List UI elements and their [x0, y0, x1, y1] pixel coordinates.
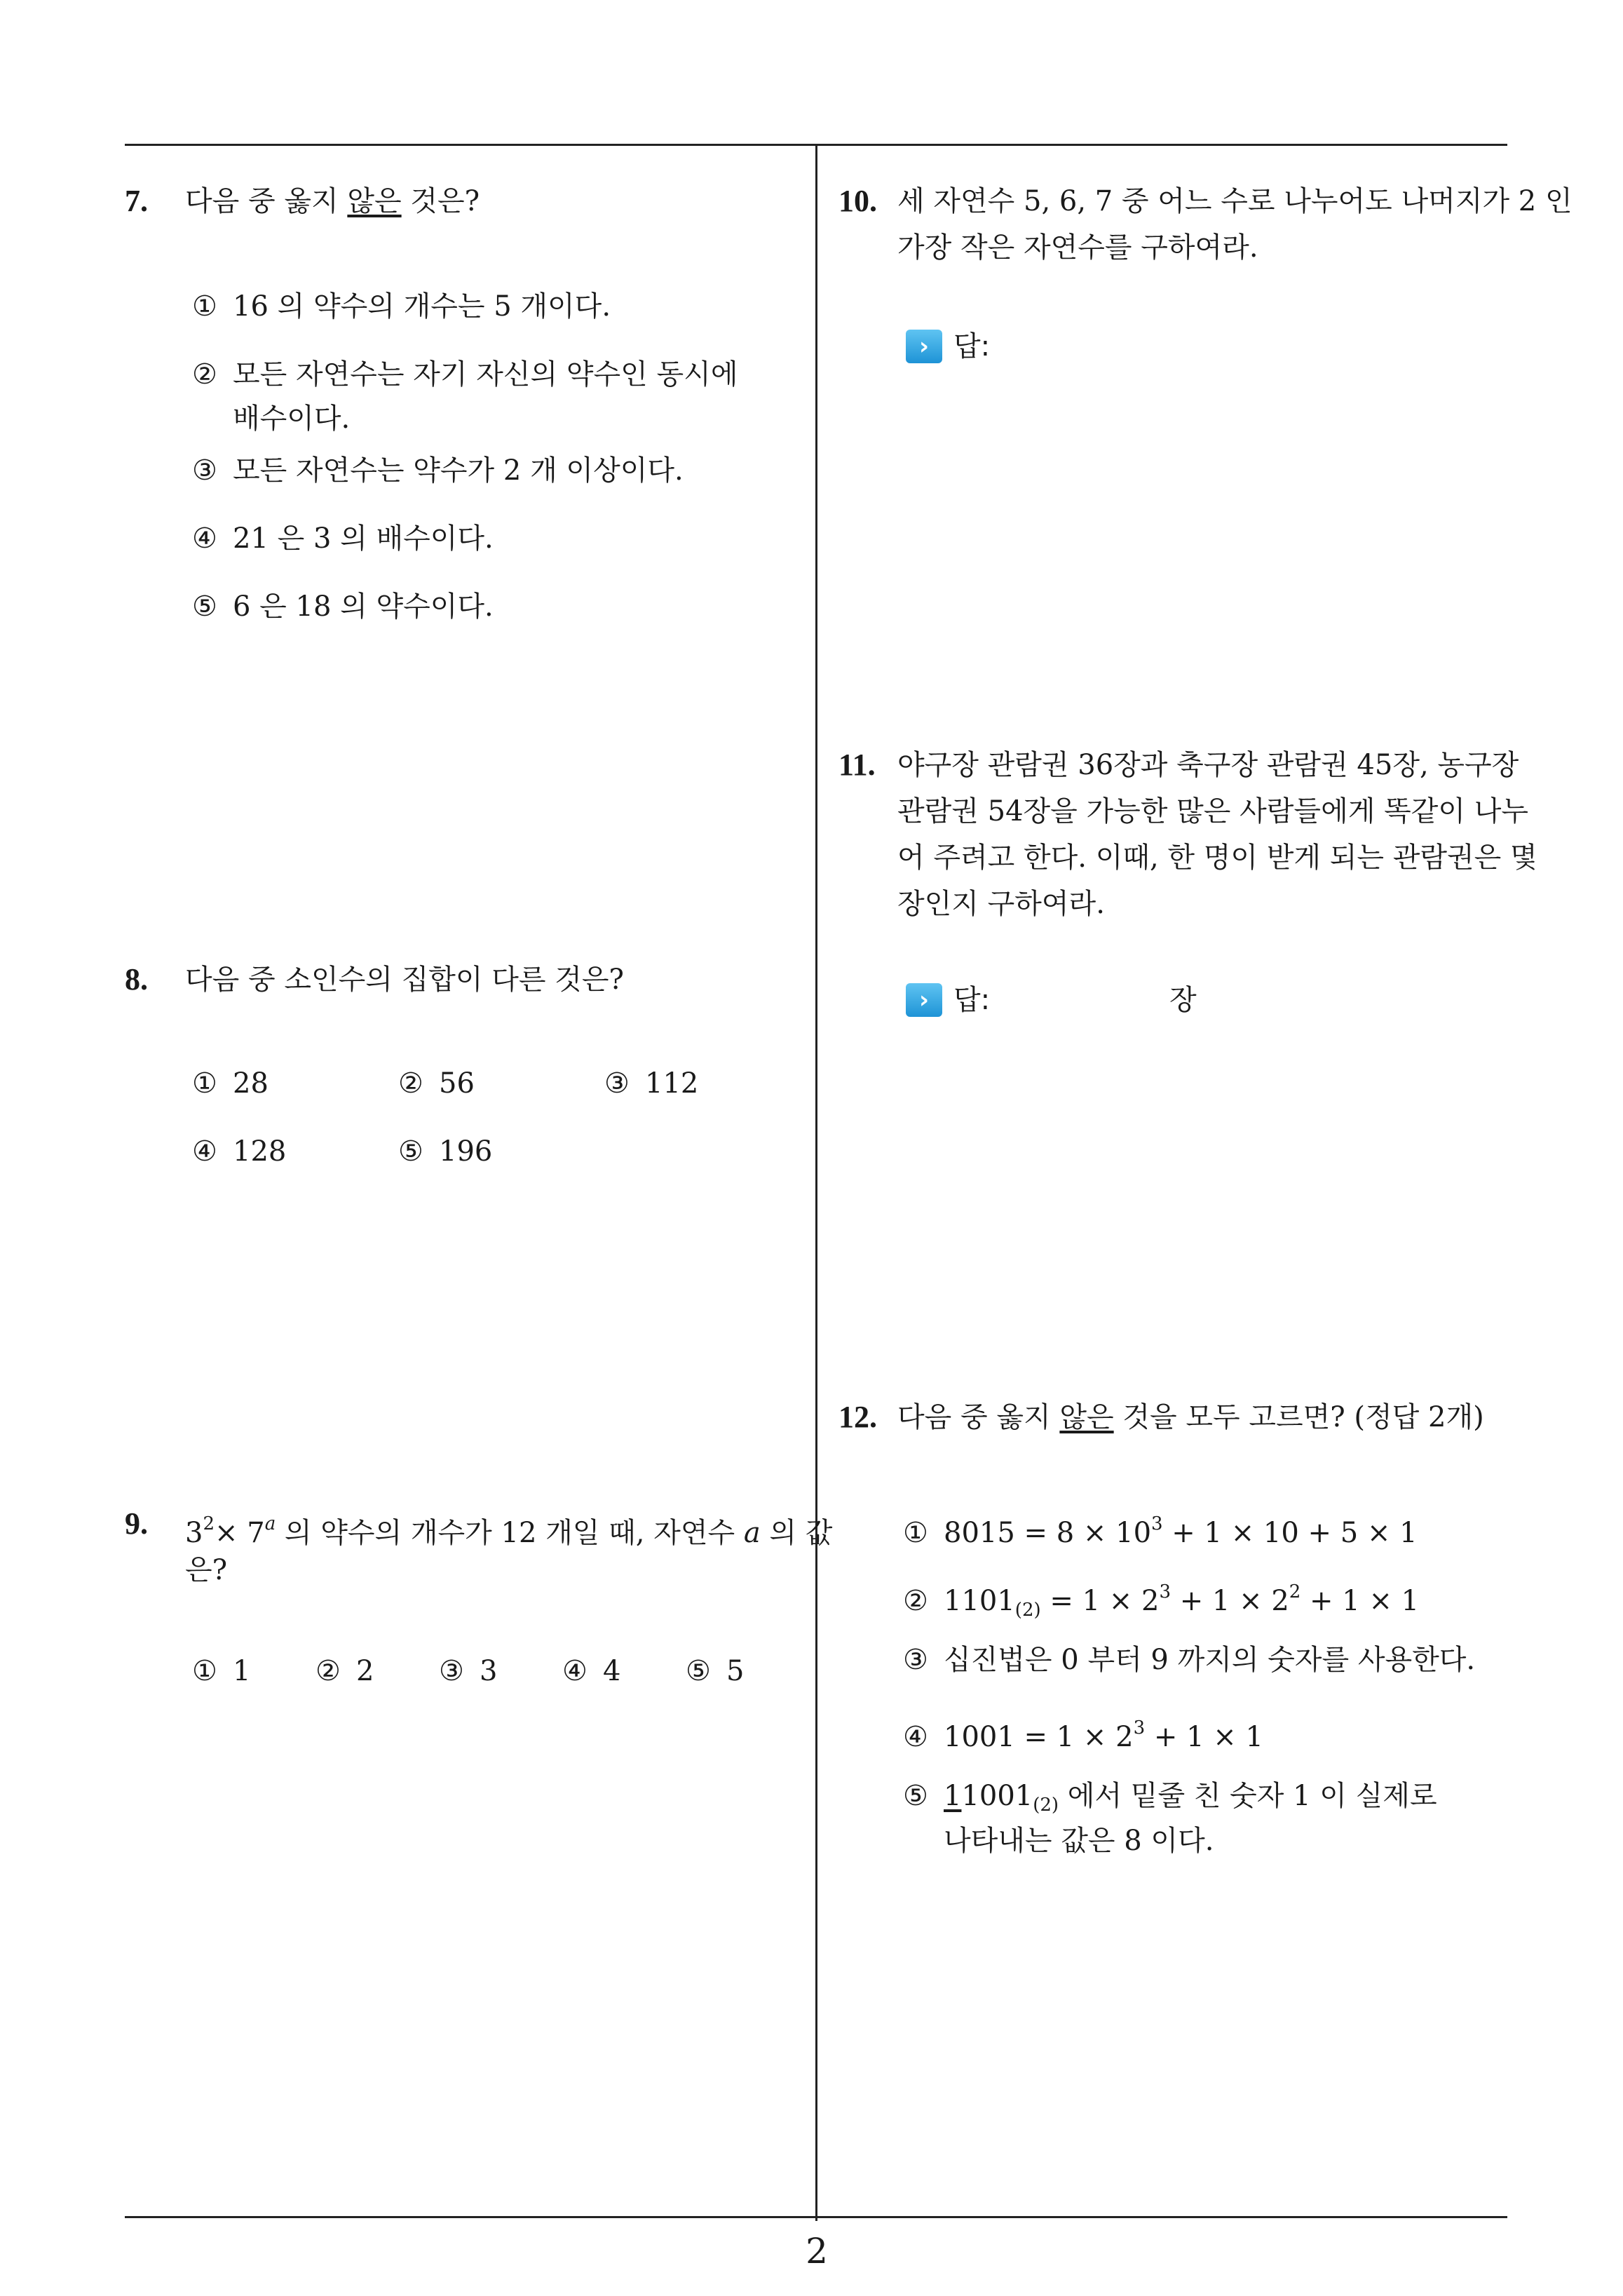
question-number: 9.: [125, 1506, 148, 1541]
answer-unit: 장: [1169, 984, 1197, 1016]
option-4[interactable]: ④ $1001 = 1 \times 2^3 + 1 \times 1$: [903, 1717, 1263, 1753]
question-number: 11.: [838, 748, 876, 782]
page-number: 2: [806, 2231, 828, 2271]
option-3[interactable]: ③ 112: [604, 1067, 699, 1100]
option-2-line2: 배수이다.: [233, 403, 351, 435]
option-1[interactable]: ① 28: [192, 1067, 269, 1100]
question-number: 7.: [125, 184, 148, 218]
option-4[interactable]: ④ 4: [562, 1655, 621, 1687]
option-5[interactable]: ⑤ 5: [686, 1655, 745, 1687]
answer-label: 답:: [953, 330, 991, 363]
answer-field[interactable]: [906, 325, 1397, 367]
question-stem: 세 자연수 5, 6, 7 중 어느 수로 나누어도 나머지가 2 인: [897, 185, 1573, 217]
option-1[interactable]: ① $8015 = 8 \times 10^3 + 1 \times 10 + 5 \times 1$: [903, 1513, 1418, 1549]
question-number: 8.: [125, 962, 148, 997]
chevron-right-icon: ›: [906, 330, 942, 363]
option-1[interactable]: ① 16 의 약수의 개수는 5 개이다.: [192, 290, 611, 323]
option-3[interactable]: ③ 3: [439, 1655, 498, 1687]
question-stem-line3: 어 주려고 한다. 이때, 한 명이 받게 되는 관람권은 몇: [897, 842, 1537, 874]
question-number: 10.: [838, 184, 877, 218]
question-stem: 다음 중 소인수의 집합이 다른 것은?: [185, 964, 624, 996]
question-number: 12.: [838, 1400, 877, 1434]
option-5-line2: 나타내는 값은 8 이다.: [944, 1825, 1214, 1857]
question-stem-line2: 가장 작은 자연수를 구하여라.: [897, 231, 1258, 264]
column-divider: [815, 145, 817, 2221]
question-11: [838, 742, 1537, 931]
question-stem: $3^2\times 7^a$ 의 약수의 개수가 12 개일 때, 자연수 a 의 값: [185, 1513, 833, 1549]
question-stem-line4: 장인지 구하여라.: [897, 888, 1105, 920]
question-10: [838, 178, 1573, 276]
option-4[interactable]: ④ 21 은 3 의 배수이다.: [192, 522, 494, 555]
bottom-rule: [125, 2216, 1507, 2218]
option-2[interactable]: ② 모든 자연수는 자기 자신의 약수인 동시에: [192, 358, 738, 391]
question-stem: 다음 중 옳지 않은 것은?: [185, 185, 480, 217]
option-2[interactable]: ② 56: [398, 1067, 475, 1100]
question-stem: 야구장 관람권 36장과 축구장 관람권 45장, 농구장: [897, 749, 1519, 781]
option-2[interactable]: ② 2: [315, 1655, 374, 1687]
question-stem: 다음 중 옳지 않은 것을 모두 고르면? (정답 2개): [897, 1401, 1484, 1433]
question-stem-line2: 은?: [185, 1554, 228, 1586]
option-5[interactable]: ⑤ 6 은 18 의 약수이다.: [192, 590, 494, 623]
option-3[interactable]: ③ 십진법은 0 부터 9 까지의 숫자를 사용한다.: [903, 1644, 1476, 1676]
option-4[interactable]: ④ 128: [192, 1135, 287, 1168]
answer-label: 답:: [953, 984, 991, 1016]
option-5[interactable]: ⑤ $11001_{(2)}$ 에서 밑줄 친 숫자 1 이 실제로: [903, 1780, 1437, 1816]
option-5[interactable]: ⑤ 196: [398, 1135, 493, 1168]
option-2[interactable]: ② $1101_{(2)} = 1 \times 2^3 + 1 \times 2^2 + 1 \times 1$: [903, 1581, 1420, 1621]
option-1[interactable]: ① 1: [192, 1655, 251, 1687]
option-3[interactable]: ③ 모든 자연수는 약수가 2 개 이상이다.: [192, 454, 684, 487]
chevron-right-icon: ›: [906, 983, 942, 1017]
question-stem-line2: 관람권 54장을 가능한 많은 사람들에게 똑같이 나누: [897, 795, 1528, 828]
answer-field[interactable]: [906, 979, 1397, 1021]
